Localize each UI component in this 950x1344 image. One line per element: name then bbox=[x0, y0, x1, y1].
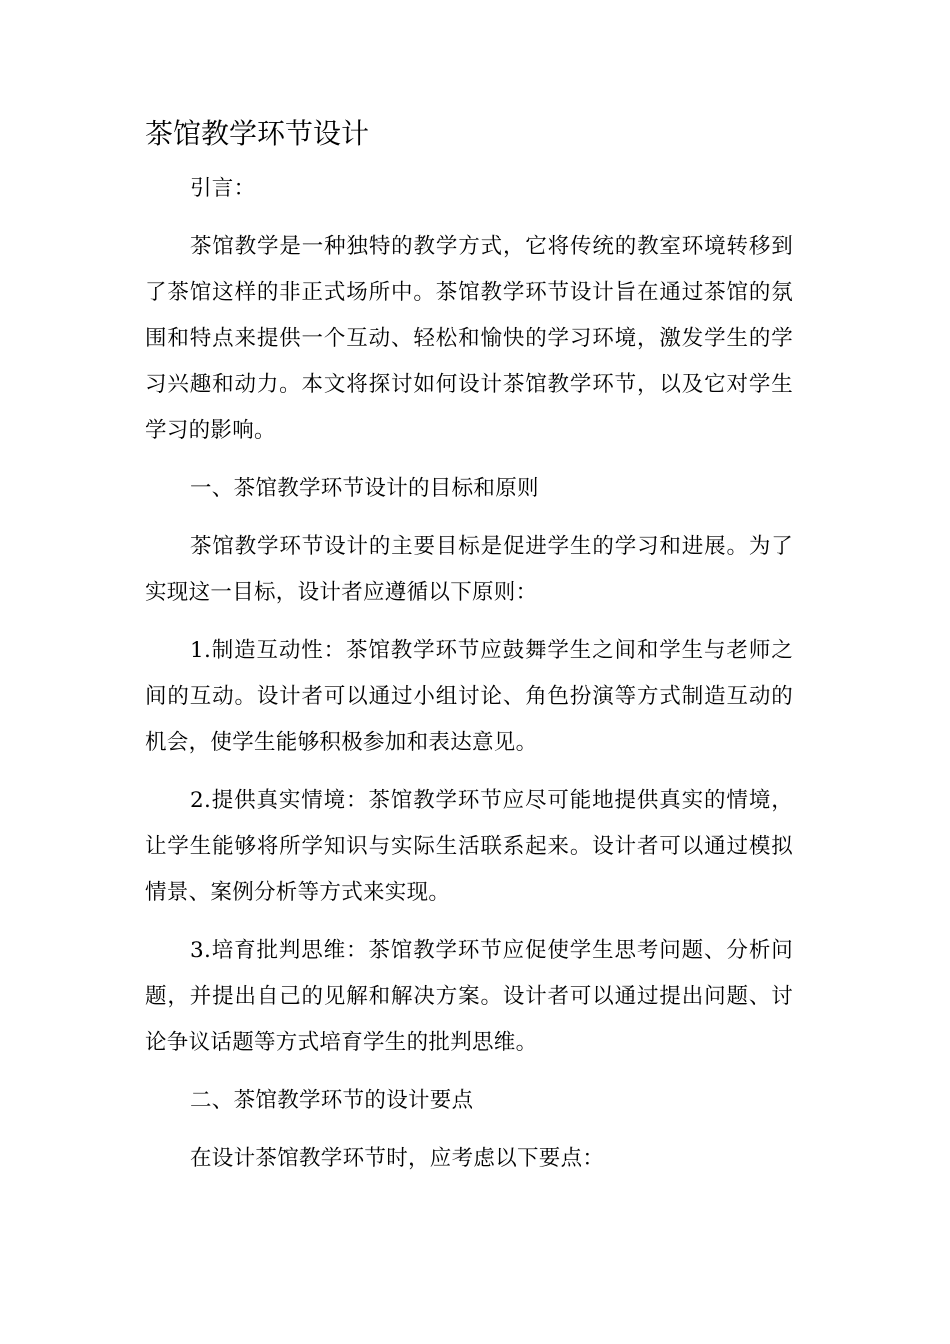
document-body bbox=[145, 112, 793, 1194]
document-title: 茶馆教学环节设计 bbox=[145, 117, 370, 150]
intro-label: 引言： bbox=[190, 176, 256, 201]
principle-critical-thinking: 3.培育批判思维：茶馆教学环节应促使学生思考问题、分析问题，并提出自己的见解和解决方案。设计者可以通过提出问题、讨论争议话题等方式培育学生的批判思维。 bbox=[145, 938, 793, 1055]
section-heading-design-points: 二、茶馆教学环节的设计要点 bbox=[190, 1088, 474, 1113]
section-heading-goals: 一、茶馆教学环节设计的目标和原则 bbox=[190, 476, 539, 501]
principle-interaction: 1.制造互动性：茶馆教学环节应鼓舞学生之间和学生与老师之间的互动。设计者可以通过小组讨论、角色扮演等方式制造互动的机会，使学生能够积极参加和表达意见。 bbox=[145, 638, 793, 755]
intro-paragraph: 茶馆教学是一种独特的教学方式，它将传统的教室环境转移到了茶馆这样的非正式场所中。茶馆教学环节设计旨在通过茶馆的氛围和特点来提供一个互动、轻松和愉快的学习环境，激发学生的学习兴趣和动力。本文将探讨如何设计茶馆教学环节，以及它对学生学习的影响。 bbox=[145, 234, 793, 443]
goals-paragraph: 茶馆教学环节设计的主要目标是促进学生的学习和进展。为了实现这一目标，设计者应遵循以下原则： bbox=[145, 534, 793, 605]
principle-real-context: 2.提供真实情境：茶馆教学环节应尽可能地提供真实的情境，让学生能够将所学知识与实际生活联系起来。设计者可以通过模拟情景、案例分析等方式来实现。 bbox=[145, 788, 793, 905]
design-points-paragraph: 在设计茶馆教学环节时，应考虑以下要点： bbox=[190, 1146, 605, 1171]
